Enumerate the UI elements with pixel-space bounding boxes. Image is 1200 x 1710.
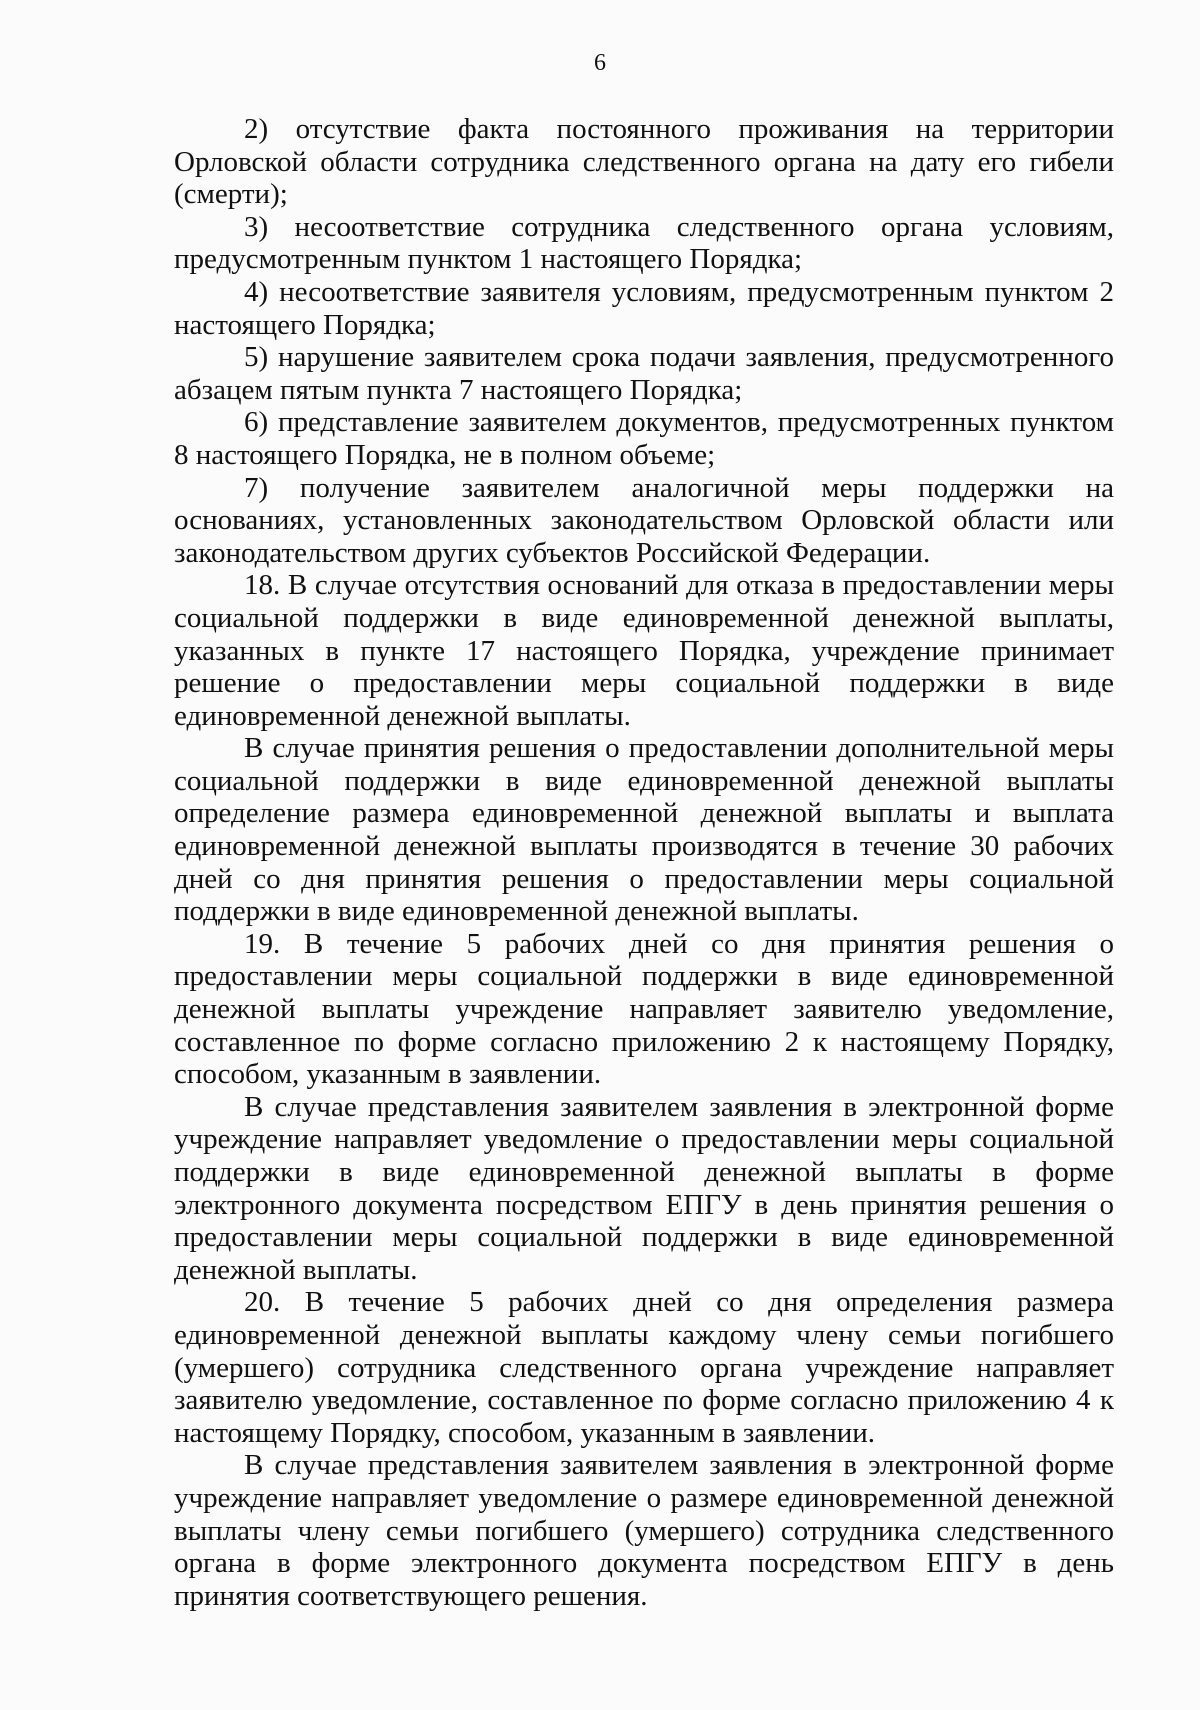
paragraph-item-6: 6) представление заявителем документов, предусмотренных пунктом 8 настоящего Порядка, не в полном объеме; — [174, 406, 1114, 471]
paragraph-item-4: 4) несоответствие заявителя условиям, предусмотренным пунктом 2 настоящего Порядка; — [174, 275, 1114, 341]
paragraph-clause-20-continued: В случае представления заявителем заявления в электронной форме учреждение направляет уведомление о размере единовременной денежной выплаты члену семьи погибшего (умершего) сотрудника следственного органа в форме электронного документа посредством ЕПГУ в день принятия соответствующего решения. — [174, 1449, 1114, 1612]
page-number: 6 — [594, 50, 606, 76]
paragraph-clause-19-continued: В случае представления заявителем заявления в электронной форме учреждение направляет уведомление о предоставлении меры социальной поддержки в виде единовременной денежной выплаты в форме электронного документа посредством ЕПГУ в день принятия решения о предоставлении меры социальной поддержки в виде единовременной денежной выплаты. — [174, 1090, 1114, 1286]
paragraph-clause-18: 18. В случае отсутствия оснований для отказа в предоставлении меры социальной поддержки в виде единовременной денежной выплаты, указанных в пункте 17 настоящего Порядка, учреждение принимает решение о предоставлении меры социальной поддержки в виде единовременной денежной выплаты. — [174, 569, 1114, 732]
paragraph-item-2: 2) отсутствие факта постоянного проживания на территории Орловской области сотрудника следственного органа на дату его гибели (смерти); — [174, 113, 1114, 211]
paragraph-item-3: 3) несоответствие сотрудника следственного органа условиям, предусмотренным пунктом 1 настоящего Порядка; — [174, 210, 1114, 276]
paragraph-clause-19: 19. В течение 5 рабочих дней со дня принятия решения о предоставлении меры социальной поддержки в виде единовременной денежной выплаты учреждение направляет заявителю уведомление, составленное по форме согласно приложению 2 к настоящему Порядку, способом, указанным в заявлении. — [174, 927, 1114, 1091]
paragraph-item-7: 7) получение заявителем аналогичной меры поддержки на основаниях, установленных законодательством Орловской области или законодательством других субъектов Российской Федерации. — [174, 471, 1114, 569]
paragraph-clause-18-continued: В случае принятия решения о предоставлении дополнительной меры социальной поддержки в виде единовременной денежной выплаты определение размера единовременной денежной выплаты и выплата единовременной денежной выплаты производятся в течение 30 рабочих дней со дня принятия решения о предоставлении меры социальной поддержки в виде единовременной денежной выплаты. — [174, 732, 1114, 928]
paragraph-item-5: 5) нарушение заявителем срока подачи заявления, предусмотренного абзацем пятым пункта 7 настоящего Порядка; — [174, 341, 1114, 406]
paragraph-clause-20: 20. В течение 5 рабочих дней со дня определения размера единовременной денежной выплаты каждому члену семьи погибшего (умершего) сотрудника следственного органа учреждение направляет заявителю уведомление, составленное по форме согласно приложению 4 к настоящему Порядку, способом, указанным в заявлении. — [174, 1286, 1114, 1449]
document-body — [174, 113, 1114, 1612]
